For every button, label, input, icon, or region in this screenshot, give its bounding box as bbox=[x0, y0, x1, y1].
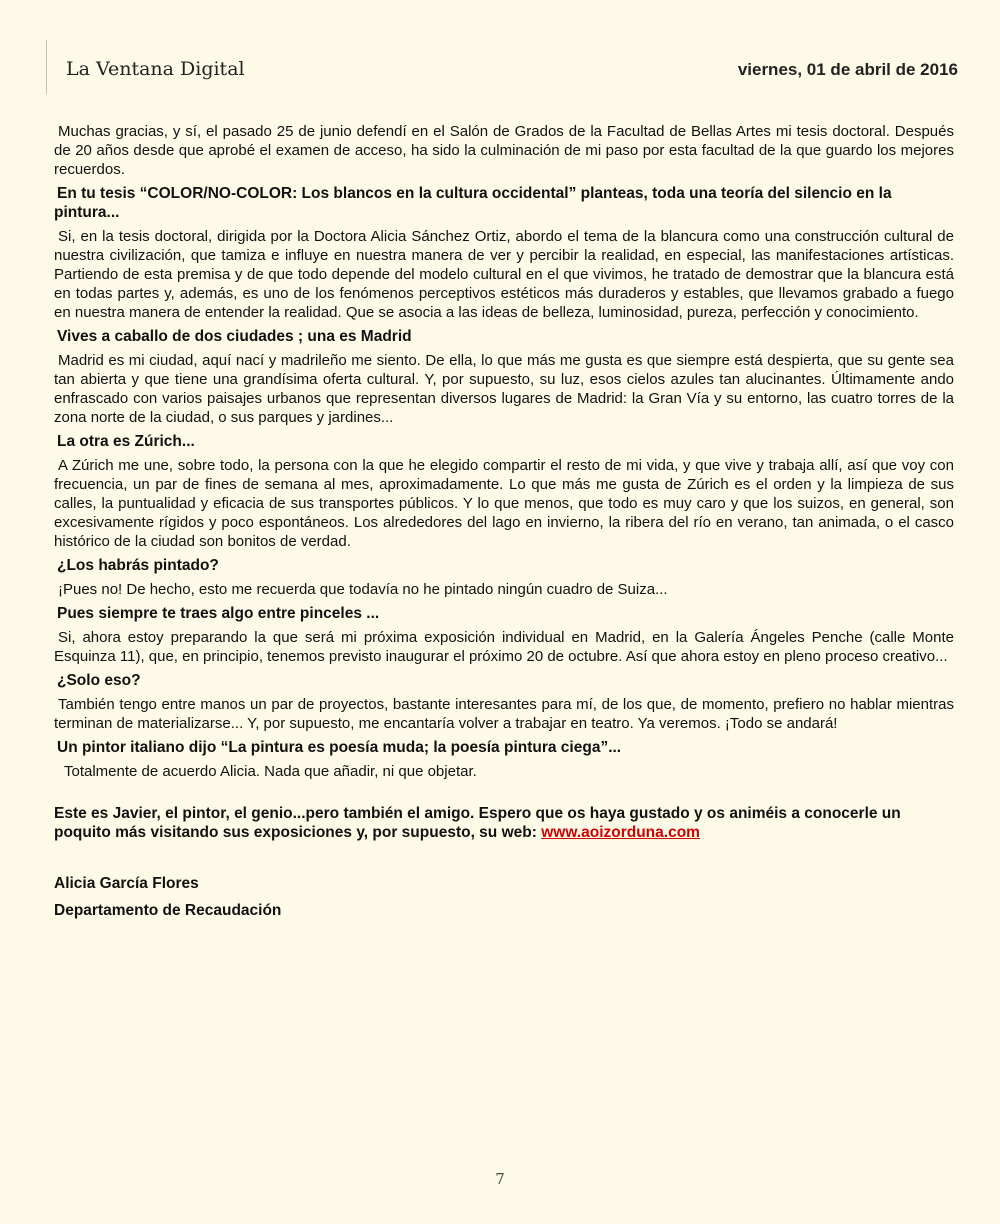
interview-question: Pues siempre te traes algo entre pinceles ... bbox=[57, 605, 380, 622]
interview-question: ¿Los habrás pintado? bbox=[57, 557, 219, 574]
paragraph: Muchas gracias, y sí, el pasado 25 de junio defendí en el Salón de Grados de la Facultad de Bellas Artes mi tesis doctoral. Después de 20 años desde que aprobé el examen de acceso, ha sido la culminación de mi paso por esta facultad de la que guardo los mejores recuerdos. bbox=[54, 123, 954, 178]
article-body bbox=[54, 122, 954, 928]
interview-answer: Si, ahora estoy preparando la que será mi próxima exposición individual en Madrid, en la Galería Ángeles Penche (calle Monte Esquinza 11), que, en principio, tenemos previsto inaugurar el próximo 20 de octubre. Así que ahora estoy en pleno proceso creativo... bbox=[54, 629, 954, 665]
publication-title: La Ventana Digital bbox=[66, 58, 245, 80]
closing-text: Este es Javier, el pintor, el genio...pero también el amigo. Espero que os haya gustado y os animéis a conocerle un poquito más visitando sus exposiciones y, por supuesto, su web: bbox=[54, 805, 901, 841]
interview-question: En tu tesis “COLOR/NO-COLOR: Los blancos en la cultura occidental” planteas, toda una teoría del silencio en la pintura... bbox=[54, 185, 892, 221]
interview-question: ¿Solo eso? bbox=[57, 672, 141, 689]
page-number: 7 bbox=[495, 1170, 505, 1188]
interview-answer: ¡Pues no! De hecho, esto me recuerda que todavía no he pintado ningún cuadro de Suiza... bbox=[58, 581, 668, 598]
interview-answer: Totalmente de acuerdo Alicia. Nada que añadir, ni que objetar. bbox=[64, 763, 477, 780]
interview-question: Un pintor italiano dijo “La pintura es poesía muda; la poesía pintura ciega”... bbox=[57, 739, 622, 756]
spacer bbox=[54, 842, 954, 874]
author-name: Alicia García Flores bbox=[54, 875, 199, 892]
issue-date: viernes, 01 de abril de 2016 bbox=[737, 60, 958, 79]
interview-answer: A Zúrich me une, sobre todo, la persona con la que he elegido compartir el resto de mi vida, y que vive y trabaja allí, así que voy con frecuencia, un par de fines de semana al mes, aproximadamente. Lo que más me gusta de Zúrich es el orden y la limpieza de sus calles, la puntualidad y eficacia de sus transportes públicos. Y lo que menos, que todo es muy caro y que los suizos, en general, son excesivamente rígidos y poco espontáneos. Los alrededores del lago en invierno, la ribera del río en verano, tan animada, o el casco histórico de la ciudad son bonitos de verdad. bbox=[54, 457, 954, 550]
header-divider bbox=[46, 40, 47, 94]
interview-answer: Si, en la tesis doctoral, dirigida por la Doctora Alicia Sánchez Ortiz, abordo el tema de la blancura como una construcción cultural de nuestra civilización, que tamiza e influye en nuestra manera de ver y percibir la realidad, en especial, las manifestaciones artísticas. Partiendo de esta premisa y de que todo depende del modelo cultural en el que vivimos, he tratado de demostrar que la blancura está en todas partes y, además, es uno de los fenómenos perceptivos estéticos más duraderos y estables, que llevamos grabado a fuego en nuestra manera de entender la realidad. Que se asocia a las ideas de belleza, luminosidad, pureza, perfección y conocimiento. bbox=[54, 228, 954, 321]
spacer bbox=[54, 786, 954, 804]
website-link[interactable]: www.aoizorduna.com bbox=[541, 824, 700, 841]
interview-question: Vives a caballo de dos ciudades ; una es Madrid bbox=[57, 328, 412, 345]
interview-answer: Madrid es mi ciudad, aquí nací y madrileño me siento. De ella, lo que más me gusta es que siempre está despierta, que su gente sea tan abierta y que tiene una grandísima oferta cultural. Y, por supuesto, su luz, esos cielos azules tan alucinantes. Últimamente ando enfrascado con varios paisajes urbanos que representan diversos lugares de Madrid: la Gran Vía y su entorno, las cuatro torres de la zona norte de la ciudad, o sus parques y jardines... bbox=[54, 352, 954, 426]
author-department: Departamento de Recaudación bbox=[54, 902, 282, 919]
interview-answer: También tengo entre manos un par de proyectos, bastante interesantes para mí, de los que, de momento, prefiero no hablar mientras terminan de materializarse... Y, por supuesto, me encantaría volver a trabajar en teatro. Ya veremos. ¡Todo se andará! bbox=[54, 696, 954, 732]
interview-question: La otra es Zúrich... bbox=[57, 433, 195, 450]
closing-paragraph bbox=[54, 804, 954, 842]
